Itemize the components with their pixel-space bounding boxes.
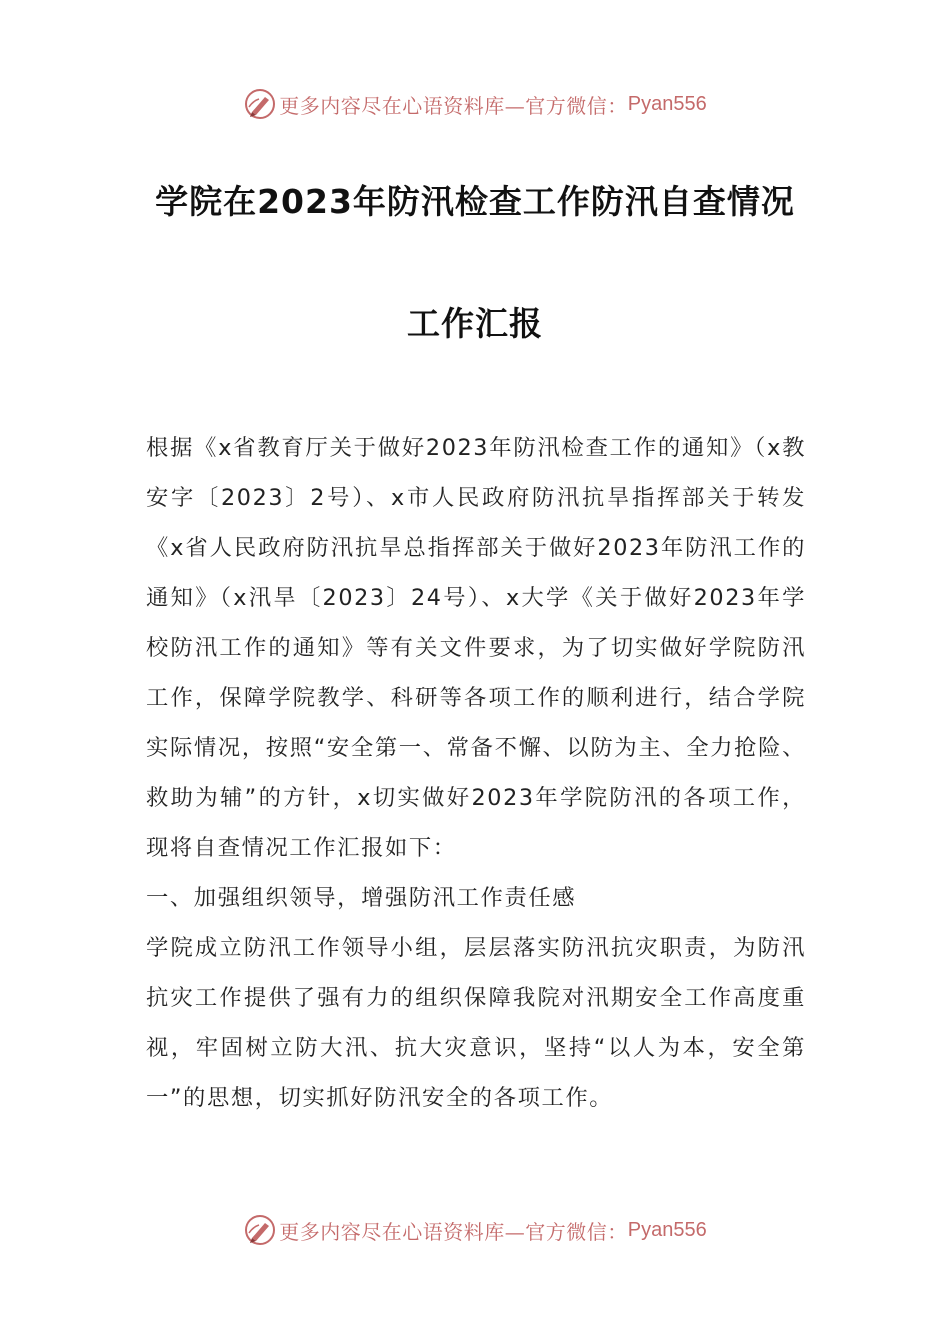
footer-watermark (0, 1210, 950, 1250)
paragraph-section1: 学院成立防汛工作领导小组，层层落实防汛抗灾职责，为防汛抗灾工作提供了强有力的组织保障我院对汛期安全工作高度重视，牢固树立防大汛、抗大灾意识，坚持“以人为本，安全第一”的思想，切实抓好防汛安全的各项工作。 (146, 935, 806, 1111)
document-title-line1: 学院在2023年防汛检查工作防汛自查情况 (155, 182, 795, 221)
pen-logo-icon (243, 87, 277, 121)
watermark-text: 更多内容尽在心语资料库—官方微信： (279, 93, 628, 118)
paragraph-intro: 根据《x省教育厅关于做好2023年防汛检查工作的通知》（x教安字〔2023〕2号）、x市人民政府防汛抗旱指挥部关于转发《x省人民政府防汛抗旱总指挥部关于做好2023年防汛工作的通知》（x汛旱〔2023〕24号）、x大学《关于做好2023年学校防汛工作的通知》等有关文件要求，为了切实做好学院防汛工作，保障学院教学、科研等各项工作的顺利进行，结合学院实际情况，按照“安全第一、常备不懈、以防为主、全力抢险、救助为辅”的方针，x切实做好2023年学院防汛的各项工作，现将自查情况工作汇报如下： (146, 435, 806, 861)
watermark-contact: Pyan556 (627, 92, 707, 115)
pen-logo-icon (243, 1213, 277, 1247)
watermark-text: 更多内容尽在心语资料库—官方微信： (279, 1219, 628, 1244)
watermark-contact: Pyan556 (627, 1218, 707, 1241)
document-body (146, 423, 806, 1123)
header-watermark (0, 84, 950, 124)
document-title-line2: 工作汇报 (407, 304, 543, 343)
section-heading-1: 一、加强组织领导，增强防汛工作责任感 (146, 885, 577, 911)
